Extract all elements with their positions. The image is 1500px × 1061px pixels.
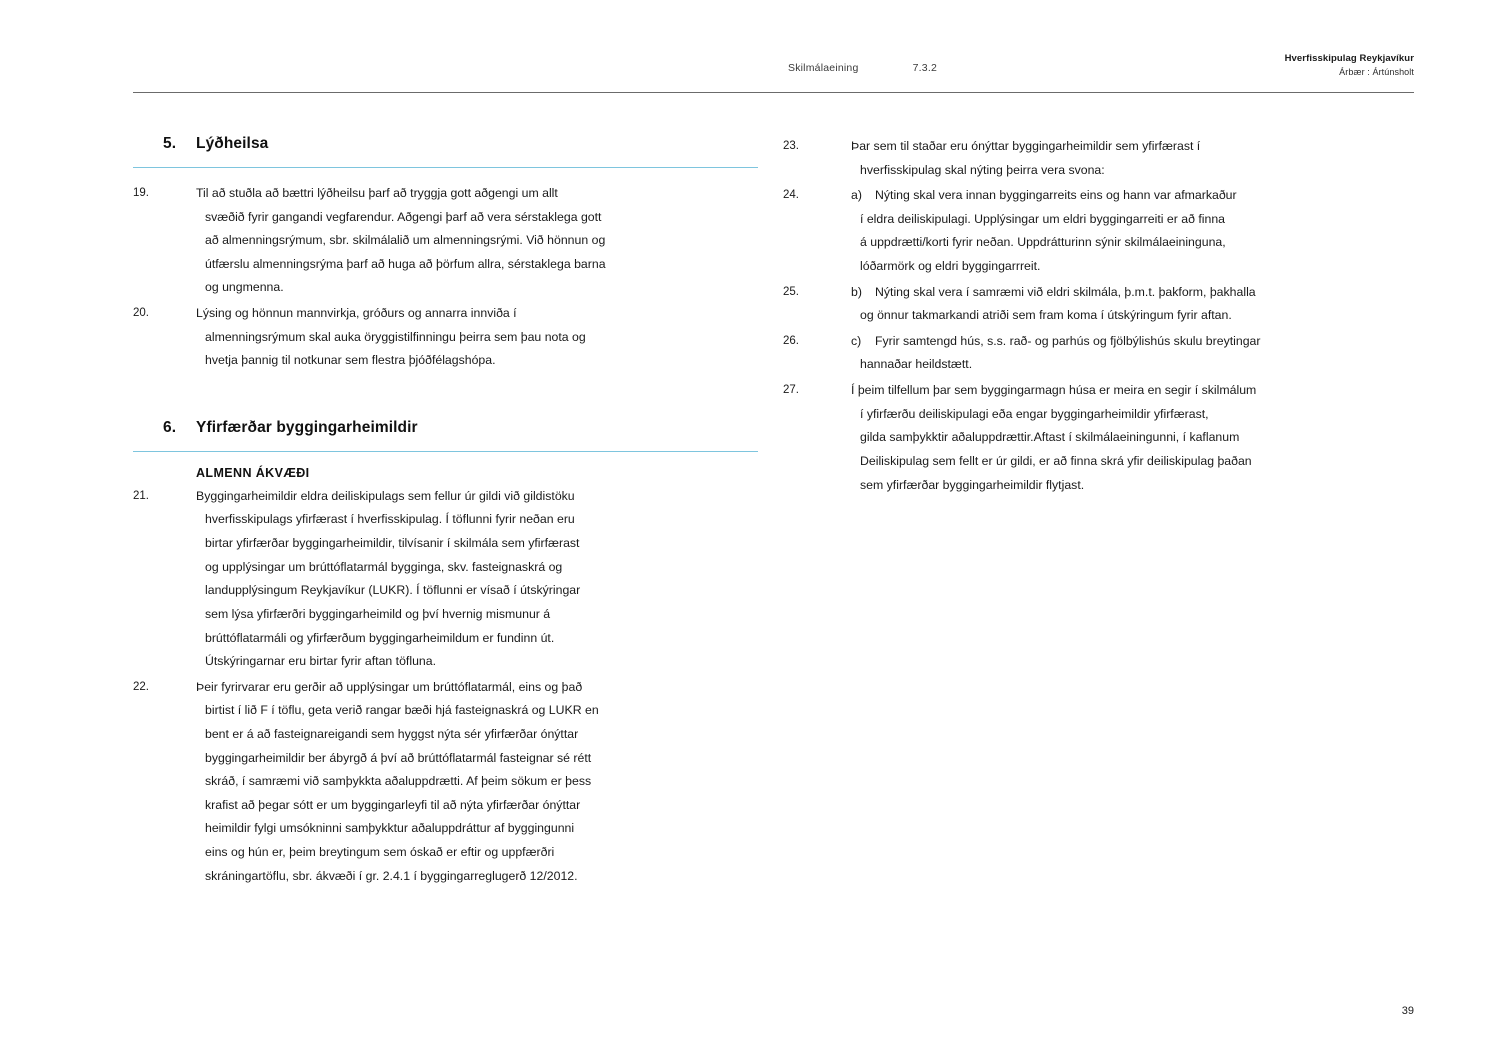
section-heading-6	[133, 419, 758, 437]
item-text	[196, 676, 758, 888]
section-heading-5	[133, 135, 758, 153]
list-item	[783, 135, 1408, 182]
item-line: Í þeim tilfellum þar sem byggingarmagn húsa er meira en segir í skilmálum	[851, 383, 1257, 398]
item-line: hverfisskipulags yfirfærast í hverfisskipulag. Í töflunni fyrir neðan eru	[205, 512, 575, 527]
header-plan-subtitle: Árbær : Ártúnsholt	[1339, 67, 1414, 78]
page-header	[133, 52, 1414, 92]
alpha-marker: b)	[851, 284, 862, 299]
item-line: brúttóflatarmáli og yfirfærðum byggingarheimildum er fundinn út.	[205, 630, 555, 645]
item-text	[851, 184, 1408, 278]
item-line: Byggingarheimildir eldra deiliskipulags sem fellur úr gildi við gildistöku	[196, 488, 575, 503]
item-text	[196, 485, 758, 674]
list-item	[783, 281, 1408, 328]
item-number: 21.	[133, 489, 149, 502]
right-column	[783, 135, 1408, 499]
item-line: bent er á að fasteignareigandi sem hyggst nýta sér yfirfærðar ónýttar	[205, 726, 579, 741]
alpha-marker: c)	[851, 333, 862, 348]
item-number: 19.	[133, 187, 149, 199]
item-line: Fyrir samtengd hús, s.s. rað- og parhús og fjölbýlishús skulu breytingar	[875, 333, 1261, 348]
item-line: byggingarheimildir ber ábyrgð á því að brúttóflatarmál fasteignar sé rétt	[205, 750, 592, 765]
item-text	[851, 330, 1408, 377]
item-text	[196, 302, 758, 373]
list-item	[133, 676, 758, 888]
list-item	[783, 379, 1408, 497]
left-column	[133, 135, 758, 890]
item-number: 26.	[783, 334, 799, 347]
item-line: á uppdrætti/korti fyrir neðan. Uppdrátturinn sýnir skilmálaeininguna,	[860, 235, 1226, 250]
item-line: í eldra deiliskipulagi. Upplýsingar um eldri byggingarreiti er að finna	[860, 211, 1225, 226]
item-line: og önnur takmarkandi atriði sem fram koma í útskýringum fyrir aftan.	[860, 308, 1232, 323]
item-line: og ungmenna.	[205, 280, 284, 295]
item-line: hvetja þannig til notkunar sem flestra þjóðfélagshópa.	[205, 353, 496, 368]
header-unit-label: Skilmálaeining	[788, 62, 859, 74]
item-line: sem lýsa yfirfærðri byggingarheimild og því hvernig mismunur á	[205, 606, 551, 621]
header-unit-number: 7.3.2	[912, 62, 937, 74]
item-line: Þar sem til staðar eru ónýttar byggingarheimildir sem yfirfærast í	[851, 139, 1201, 153]
item-line-with-alpha	[851, 281, 1408, 305]
item-line: landupplýsingum Reykjavíkur (LUKR). Í töflunni er vísað í útskýringar	[205, 583, 581, 598]
item-line: og upplýsingar um brúttóflatarmál bygginga, skv. fasteignaskrá og	[205, 559, 563, 574]
item-line: hannaðar heildstætt.	[860, 357, 973, 372]
item-number: 23.	[783, 140, 799, 152]
item-line: skráningartöflu, sbr. ákvæði í gr. 2.4.1 í byggingarreglugerð 12/2012.	[205, 868, 578, 883]
item-line: gilda samþykktir aðaluppdrættir.Aftast í skilmálaeiningunni, í kaflanum	[860, 430, 1240, 445]
item-line: heimildir fylgi umsókninni samþykktur aðaluppdráttur af byggingunni	[205, 821, 575, 836]
item-line: hverfisskipulag skal nýting þeirra vera svona:	[860, 162, 1105, 177]
item-number: 22.	[133, 680, 149, 693]
header-plan-title: Hverfisskipulag Reykjavíkur	[1284, 53, 1414, 64]
item-text	[851, 135, 1408, 182]
list-item	[783, 330, 1408, 377]
item-text	[196, 182, 758, 300]
header-right-meta	[1285, 52, 1414, 80]
item-line: Deiliskipulag sem fellt er úr gildi, er að finna skrá yfir deiliskipulag þaðan	[860, 453, 1252, 468]
section-6-divider	[133, 451, 758, 452]
section-6-number: 6.	[163, 418, 177, 436]
page-number: 39	[1401, 1005, 1414, 1017]
header-center-meta	[788, 62, 937, 74]
item-line: Nýting skal vera í samræmi við eldri skilmála, þ.m.t. þakform, þakhalla	[875, 284, 1256, 299]
item-line: eins og hún er, þeim breytingum sem óskað er eftir og uppfærðri	[205, 845, 555, 860]
item-line: krafist að þegar sótt er um byggingarleyfi til að nýta yfirfærðar ónýttar	[205, 797, 581, 812]
section-6-title: Yfirfærðar byggingarheimildir	[196, 418, 418, 436]
item-line: Þeir fyrirvarar eru gerðir að upplýsingar um brúttóflatarmál, eins og það	[196, 679, 583, 694]
alpha-marker: a)	[851, 188, 862, 203]
item-number: 27.	[783, 384, 799, 397]
item-line-with-alpha	[851, 184, 1408, 208]
item-line: Nýting skal vera innan byggingarreits eins og hann var afmarkaður	[875, 188, 1237, 203]
section-5-divider	[133, 167, 758, 168]
item-line: Útskýringarnar eru birtar fyrir aftan töfluna.	[205, 654, 436, 669]
item-line: útfærslu almenningsrýma þarf að huga að þörfum allra, sérstaklega barna	[205, 256, 606, 271]
item-line: skráð, í samræmi við samþykkta aðaluppdrætti. Af þeim sökum er þess	[205, 774, 592, 789]
item-line: sem yfirfærðar byggingarheimildir flytjast.	[860, 477, 1085, 492]
item-line: Lýsing og hönnun mannvirkja, gróðurs og annarra innviða í	[196, 306, 517, 321]
item-line: lóðarmörk og eldri byggingarrreit.	[860, 259, 1041, 274]
list-item	[133, 485, 758, 674]
item-number: 24.	[783, 189, 799, 202]
item-line: Til að stuðla að bættri lýðheilsu þarf að tryggja gott aðgengi um allt	[196, 186, 558, 200]
header-divider	[133, 92, 1414, 93]
subsection-heading: ALMENN ÁKVÆÐI	[196, 465, 310, 480]
item-line: birtar yfirfærðar byggingarheimildir, tilvísanir í skilmála sem yfirfærast	[205, 536, 580, 551]
item-number: 20.	[133, 307, 149, 320]
item-text	[851, 281, 1408, 328]
section-5-number: 5.	[163, 135, 177, 152]
item-line: svæðið fyrir gangandi vegfarendur. Aðgengi þarf að vera sérstaklega gott	[205, 209, 602, 224]
list-item	[133, 302, 758, 373]
item-line: að almenningsrýmum, sbr. skilmálalið um almenningsrými. Við hönnun og	[205, 233, 606, 248]
section-5-title: Lýðheilsa	[196, 135, 269, 152]
list-item	[133, 182, 758, 300]
item-line-with-alpha	[851, 330, 1408, 354]
list-item	[783, 184, 1408, 278]
item-line: birtist í lið F í töflu, geta verið rangar bæði hjá fasteignaskrá og LUKR en	[205, 703, 599, 718]
item-text	[851, 379, 1408, 497]
item-line: almenningsrýmum skal auka öryggistilfinningu þeirra sem þau nota og	[205, 329, 586, 344]
spacer	[133, 375, 758, 419]
item-line: í yfirfærðu deiliskipulagi eða engar byggingarheimildir yfirfærast,	[860, 406, 1209, 421]
item-number: 25.	[783, 285, 799, 298]
